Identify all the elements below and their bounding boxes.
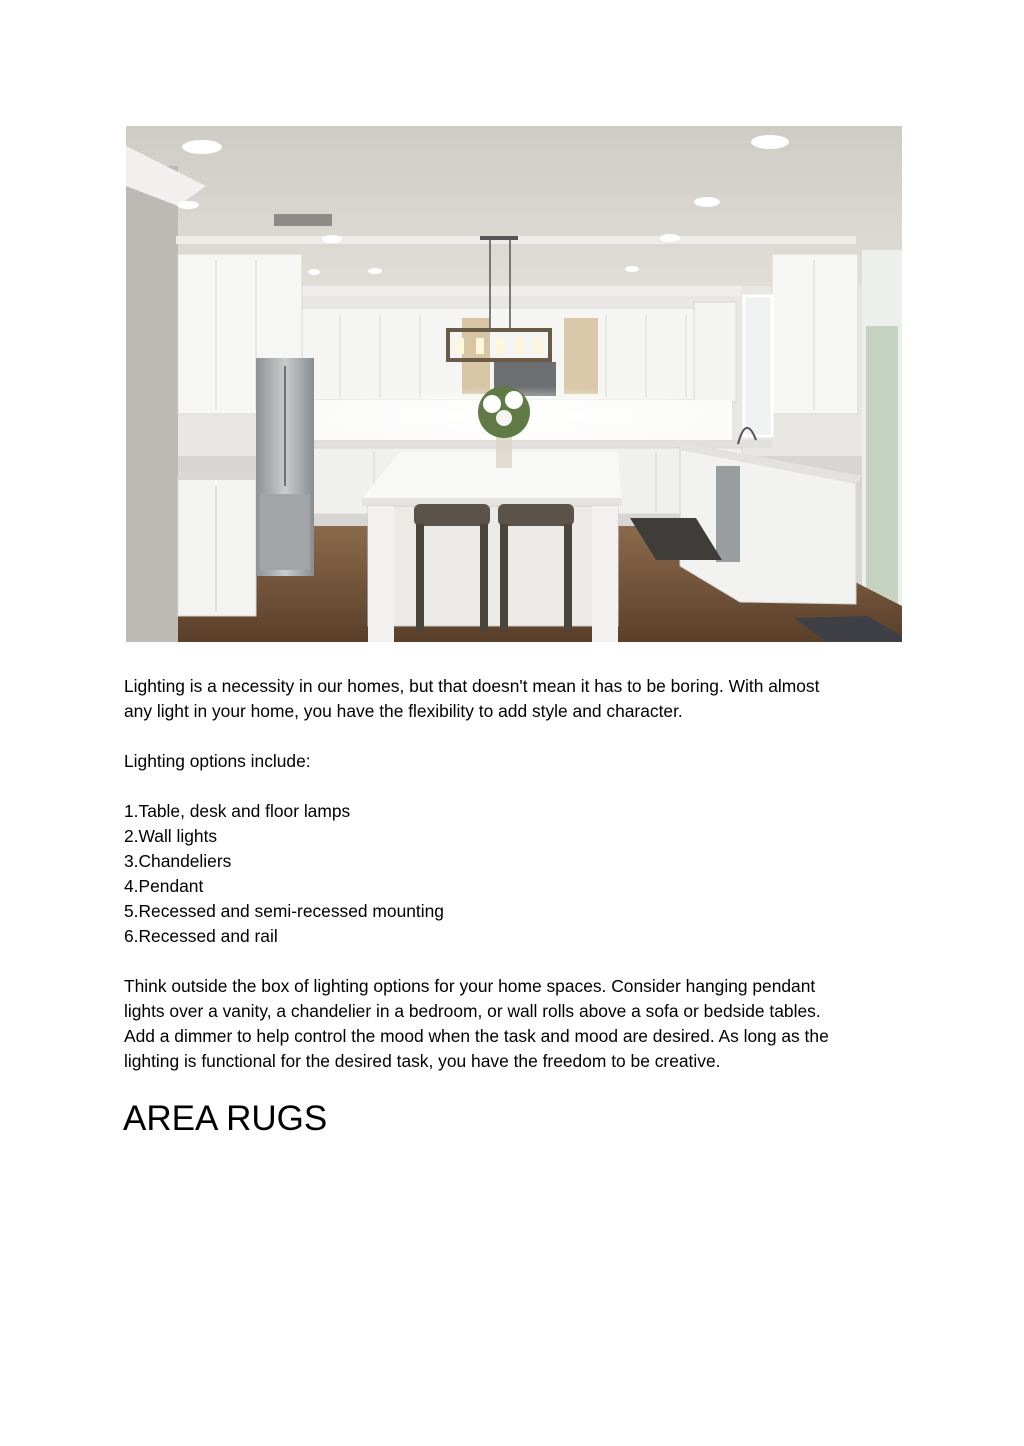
closing-paragraph xyxy=(124,974,914,1074)
list-item: 4.Pendant xyxy=(124,876,204,896)
list-item: 3.Chandeliers xyxy=(124,851,232,871)
intro-line: any light in your home, you have the flexibility to add style and character. xyxy=(124,701,683,721)
list-item: 2.Wall lights xyxy=(124,826,218,846)
closing-line: lights over a vanity, a chandelier in a bedroom, or wall rolls above a sofa or bedside tables. xyxy=(124,1001,821,1021)
closing-line: Add a dimmer to help control the mood when the task and mood are desired. As long as the xyxy=(124,1026,829,1046)
kitchen-photo xyxy=(126,126,902,642)
section-heading: AREA RUGS xyxy=(123,1099,328,1138)
list-item: 6.Recessed and rail xyxy=(124,926,278,946)
options-label: Lighting options include: xyxy=(124,751,311,771)
closing-line: lighting is functional for the desired task, you have the freedom to be creative. xyxy=(124,1051,721,1071)
closing-line: Think outside the box of lighting options for your home spaces. Consider hanging pendant xyxy=(124,976,816,996)
intro-line: Lighting is a necessity in our homes, but that doesn't mean it has to be boring. With almost xyxy=(124,676,820,696)
intro-paragraph xyxy=(124,674,914,724)
lighting-options-list xyxy=(124,799,444,949)
list-item: 1.Table, desk and floor lamps xyxy=(124,801,351,821)
list-item: 5.Recessed and semi-recessed mounting xyxy=(124,901,444,921)
